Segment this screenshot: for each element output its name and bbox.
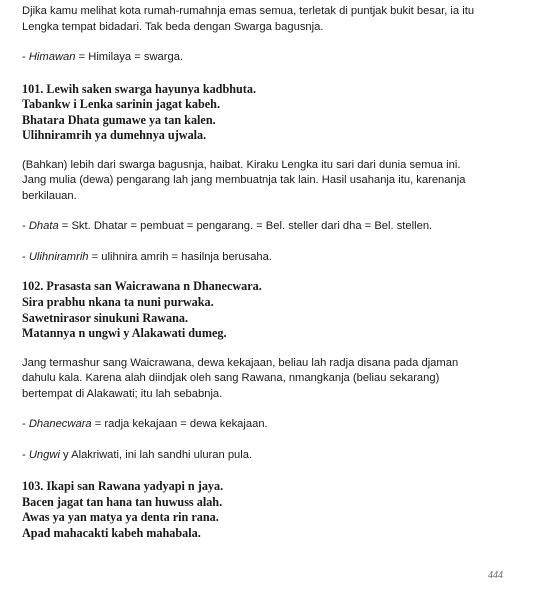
translation-101-line-1: (Bahkan) lebih dari swarga bagusnja, haibat. Kiraku Lengka itu sari dari dunia semua ini. [22,158,461,171]
note-dhanecwara: - Dhanecwara = radja kekajaan = dewa kekajaan. [22,418,268,431]
note-dhata-term: Dhata [28,220,59,233]
verse-101-line-3: Bhatara Dhata gumawe ya tan kalen. [22,112,216,127]
note-dhata-text: = Skt. Dhatar = pembuat = pengarang. = Bel. steller dari dha = Bel. stellen. [58,220,433,233]
verse-101-line-4: Ulihniramrih ya dumehnya ujwala. [22,128,207,143]
verse-103-line-3: Awas ya yan matya ya denta rin rana. [22,510,219,525]
translation-101-line-3: berkilauan. [22,189,77,202]
verse-101 [22,82,530,144]
verse-103-line-4: Apad mahacakti kabeh mahabala. [22,526,201,541]
verse-103-line-2: Bacen jagat tan hana tan huwuss alah. [22,494,223,509]
note-ulihniramrih-term: Ulihniramrih [28,250,89,263]
translation-101-line-2: Jang mulia (dewa) pengarang lah jang membuatnja tak lain. Hasil usahanja itu, karenanja [22,174,466,187]
page-number: 444 [488,570,503,581]
translation-102 [22,356,530,403]
verse-101-line-1: 101. Lewih saken swarga hayunya kadbhuta. [22,81,256,96]
intro-line-2: Lengka tempat bidadari. Tak beda dengan Swarga bagusnja. [22,20,324,33]
note-dhanecwara-term: Dhanecwara [28,418,92,431]
verse-103 [22,479,530,541]
note-ungwi-text: y Alakriwati, ini lah sandhi uluran pula. [59,448,253,461]
note-himawan-term: Himawan [28,51,76,63]
note-himawan-text: = Himilaya = swarga. [75,51,184,63]
translation-102-line-2: dahulu kala. Karena alah diindjak oleh sang Rawana, nmangkanja (beliau sekarang) [22,372,440,385]
verse-102-line-1: 102. Prasasta san Waicrawana n Dhanecwara. [22,279,262,294]
verse-102-line-4: Matannya n ungwi y Alakawati dumeg. [22,326,227,341]
verse-103-line-1: 103. Ikapi san Rawana yadyapi n jaya. [22,479,224,494]
intro-paragraph [22,4,530,35]
intro-line-1: Djika kamu melihat kota rumah-rumahnja emas semua, terletak di puntjak bukit besar, ia itu [22,5,475,17]
note-ungwi: - Ungwi y Alakriwati, ini lah sandhi uluran pula. [22,448,253,461]
note-dhata: - Dhata = Skt. Dhatar = pembuat = pengarang. = Bel. steller dari dha = Bel. stellen. [22,220,433,233]
note-ulihniramrih-text: = ulihnira amrih = hasilnja berusaha. [88,250,272,263]
note-dhanecwara-text: = radja kekajaan = dewa kekajaan. [91,418,268,431]
note-himawan: - Himawan = Himilaya = swarga. [22,51,184,63]
verse-102-line-2: Sira prabhu nkana ta nuni purwaka. [22,294,214,309]
verse-101-line-2: Tabankw i Lenka sarinin jagat kabeh. [22,97,220,112]
translation-102-line-3: bertempat di Alakawati; itu lah sebabnja. [22,387,223,400]
note-ungwi-term: Ungwi [28,448,60,461]
document-page [22,4,530,542]
note-ulihniramrih: - Ulihniramrih = ulihnira amrih = hasilnja berusaha. [22,250,272,263]
verse-102 [22,279,530,341]
verse-102-line-3: Sawetnirasor sinukuni Rawana. [22,310,189,325]
translation-101 [22,158,530,205]
translation-102-line-1: Jang termashur sang Waicrawana, dewa kekajaan, beliau lah radja disana pada djaman [22,356,459,369]
